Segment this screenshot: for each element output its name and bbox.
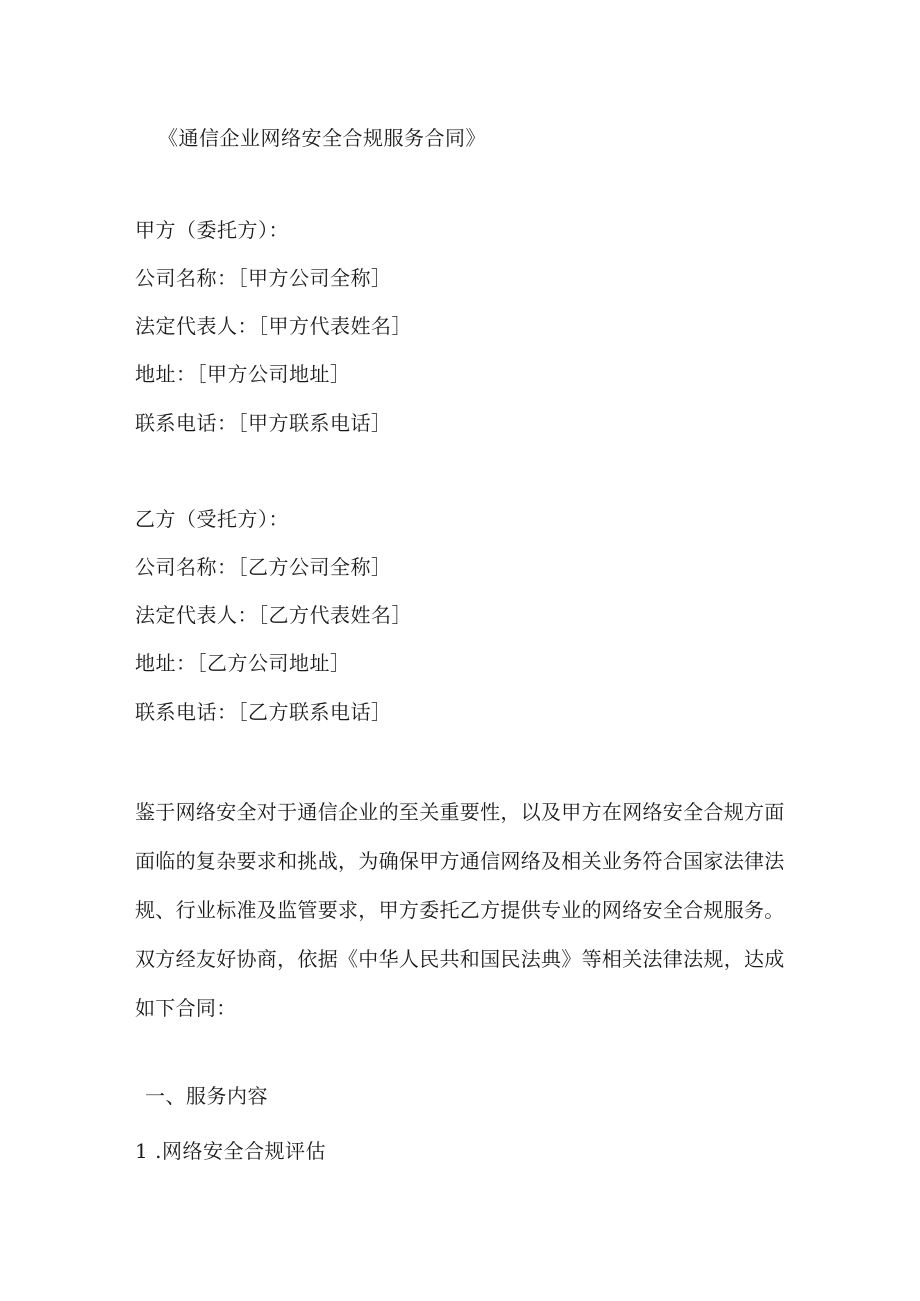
party-b-company: 公司名称：［乙方公司全称］ bbox=[135, 555, 392, 579]
party-a-address: 地址：［甲方公司地址］ bbox=[135, 362, 351, 386]
section-heading-service-content: 一、服务内容 bbox=[145, 1084, 268, 1108]
party-b-representative: 法定代表人：［乙方代表姓名］ bbox=[135, 603, 412, 627]
preamble-line: 面临的复杂要求和挑战，为确保甲方通信网络及相关业务符合国家法律法 bbox=[135, 849, 785, 873]
party-b-heading: 乙方（受托方）： bbox=[135, 507, 289, 531]
party-b-phone: 联系电话：［乙方联系电话］ bbox=[135, 700, 392, 724]
party-a-phone: 联系电话：［甲方联系电话］ bbox=[135, 411, 392, 435]
item-heading-compliance-assessment: 1 .网络安全合规评估 bbox=[135, 1139, 326, 1163]
preamble-line: 如下合同： bbox=[135, 996, 237, 1020]
party-a-representative: 法定代表人：［甲方代表姓名］ bbox=[135, 314, 412, 338]
preamble-line: 鉴于网络安全对于通信企业的至关重要性，以及甲方在网络安全合规方面 bbox=[135, 800, 785, 824]
preamble-line: 规、行业标准及监管要求，甲方委托乙方提供专业的网络安全合规服务。 bbox=[135, 898, 785, 922]
preamble-line: 双方经友好协商，依据《中华人民共和国民法典》等相关法律法规，达成 bbox=[135, 947, 785, 971]
preamble-paragraph bbox=[135, 788, 785, 1033]
party-a-company: 公司名称：［甲方公司全称］ bbox=[135, 266, 392, 290]
document-title: 《通信企业网络安全合规服务合同》 bbox=[158, 126, 486, 150]
party-a-heading: 甲方（委托方）： bbox=[135, 218, 289, 242]
party-b-address: 地址：［乙方公司地址］ bbox=[135, 651, 351, 675]
